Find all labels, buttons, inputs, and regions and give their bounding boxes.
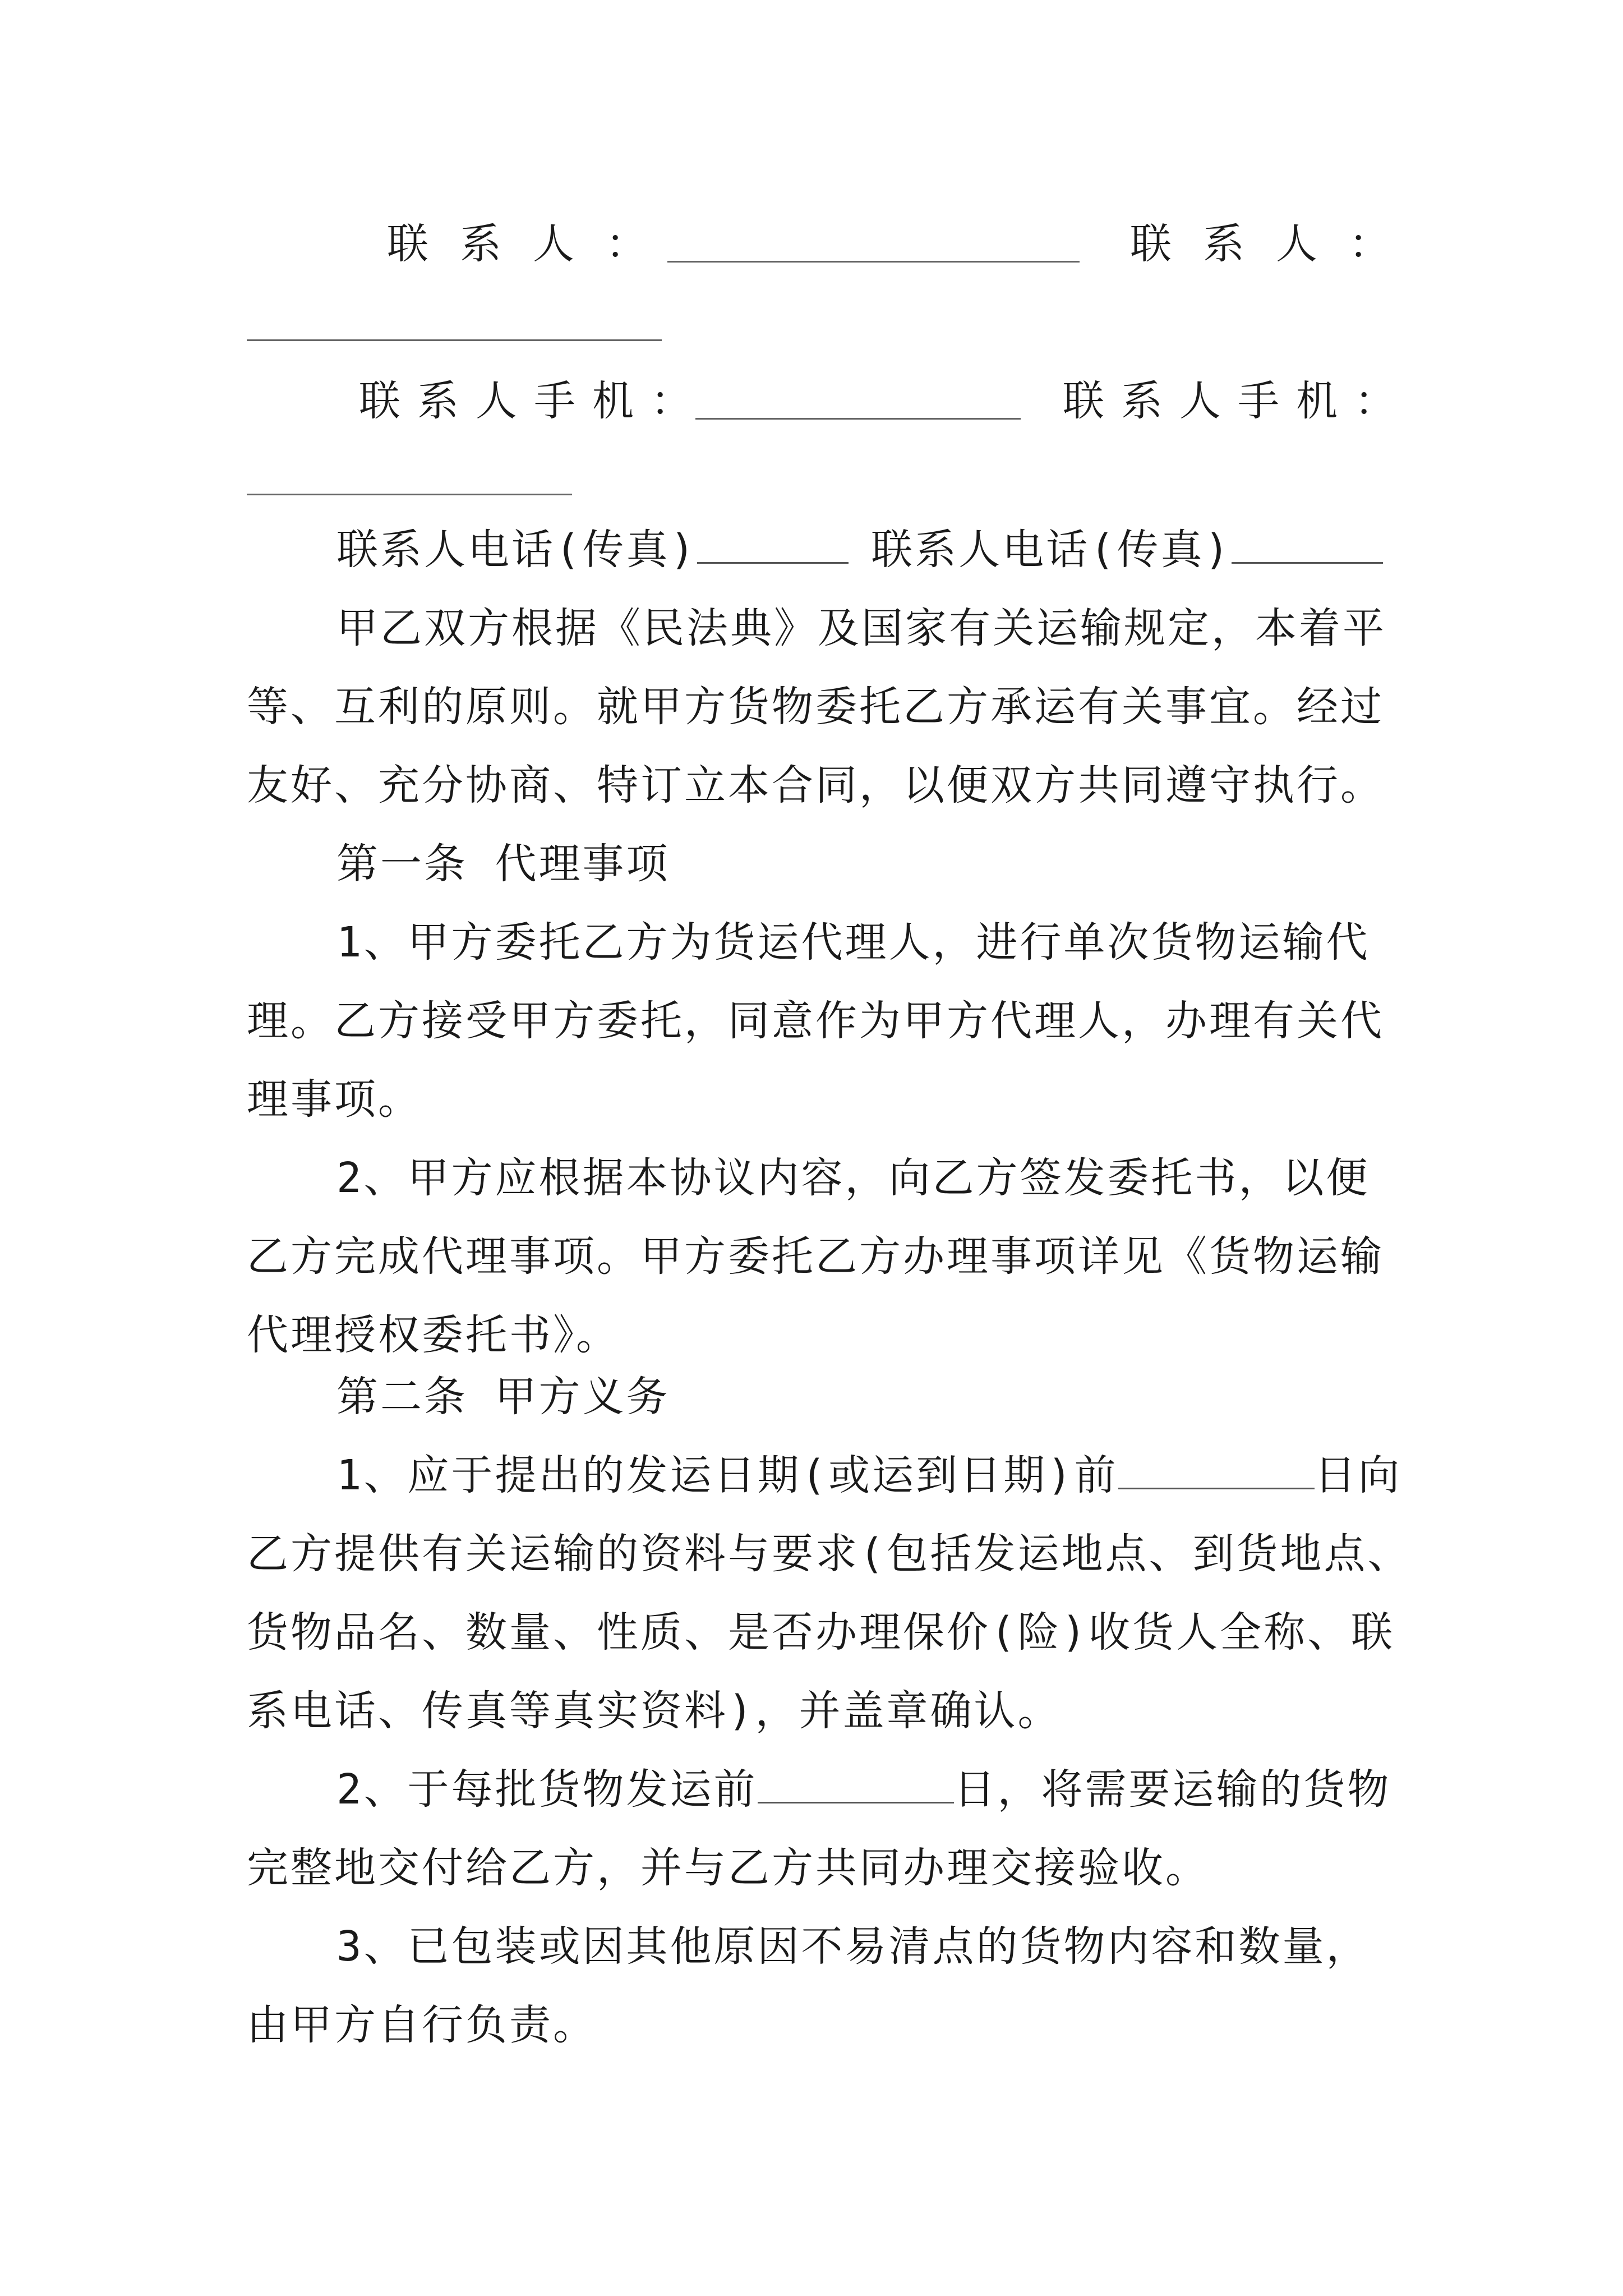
article1-item2-line3: 代理授权委托书》。: [247, 1311, 620, 1359]
article1-item2-line1: 2、甲方应根据本协议内容，向乙方签发委托书，以便: [336, 1154, 1370, 1202]
contact-label-a: 联系人：: [387, 220, 679, 268]
contact-blank-a: [667, 261, 1080, 263]
phone-fax-label-b: 联系人电话(传真): [871, 526, 1232, 574]
article2-item1-text-b: 日向: [1314, 1451, 1402, 1499]
article1-heading: 第一条 代理事项: [336, 840, 670, 888]
mobile-label-b: 联系人手机：: [1063, 377, 1413, 425]
article2-item1-line2: 乙方提供有关运输的资料与要求(包括发运地点、到货地点、: [247, 1530, 1412, 1578]
preamble-line-2: 等、互利的原则。就甲方货物委托乙方承运有关事宜。经过: [247, 683, 1384, 731]
preamble-line-3: 友好、充分协商、特订立本合同，以便双方共同遵守执行。: [247, 761, 1384, 809]
article2-item2-text-a: 2、于每批货物发运前: [336, 1765, 758, 1814]
article2-item1-line3: 货物品名、数量、性质、是否办理保价(险)收货人全称、联: [247, 1608, 1395, 1657]
article2-item2-line2: 完整地交付给乙方，并与乙方共同办理交接验收。: [247, 1844, 1209, 1892]
article2-item3-line1: 3、已包装或因其他原因不易清点的货物内容和数量，: [336, 1922, 1370, 1971]
mobile-label-a: 联系人手机：: [359, 377, 709, 425]
preamble-line-1: 甲乙双方根据《民法典》及国家有关运输规定，本着平: [336, 604, 1386, 652]
mobile-blank-a: [695, 418, 1021, 420]
article2-item1-text-a: 1、应于提出的发运日期(或运到日期)前: [336, 1451, 1118, 1499]
phone-fax-label-a: 联系人电话(传真): [336, 526, 698, 574]
article2-item1-line4: 系电话、传真等真实资料)，并盖章确认。: [247, 1687, 1062, 1735]
article2-item2-text-b: 日，将需要运输的货物: [953, 1765, 1391, 1814]
article1-item1-line2: 理。乙方接受甲方委托，同意作为甲方代理人，办理有关代: [247, 997, 1384, 1045]
article2-item1-line1: [336, 1447, 1402, 1503]
mobile-blank-b: [247, 494, 572, 495]
ship-date-blank: [1118, 1454, 1315, 1489]
contact-blank-b: [247, 339, 662, 341]
article1-item1-line3: 理事项。: [247, 1075, 422, 1124]
days-before-blank: [758, 1768, 954, 1803]
article2-item2-line1: [336, 1761, 1391, 1818]
article1-item1-line1: 1、甲方委托乙方为货运代理人，进行单次货物运输代: [336, 918, 1370, 967]
article2-item3-line2: 由甲方自行负责。: [247, 2001, 597, 2049]
phone-fax-blank-a: [697, 528, 849, 564]
article2-heading: 第二条 甲方义务: [336, 1373, 670, 1421]
phone-fax-line: [336, 522, 1383, 578]
contact-label-b: 联系人：: [1130, 220, 1422, 268]
article1-item2-line2: 乙方完成代理事项。甲方委托乙方办理事项详见《货物运输: [247, 1232, 1384, 1281]
phone-fax-blank-b: [1232, 528, 1383, 564]
